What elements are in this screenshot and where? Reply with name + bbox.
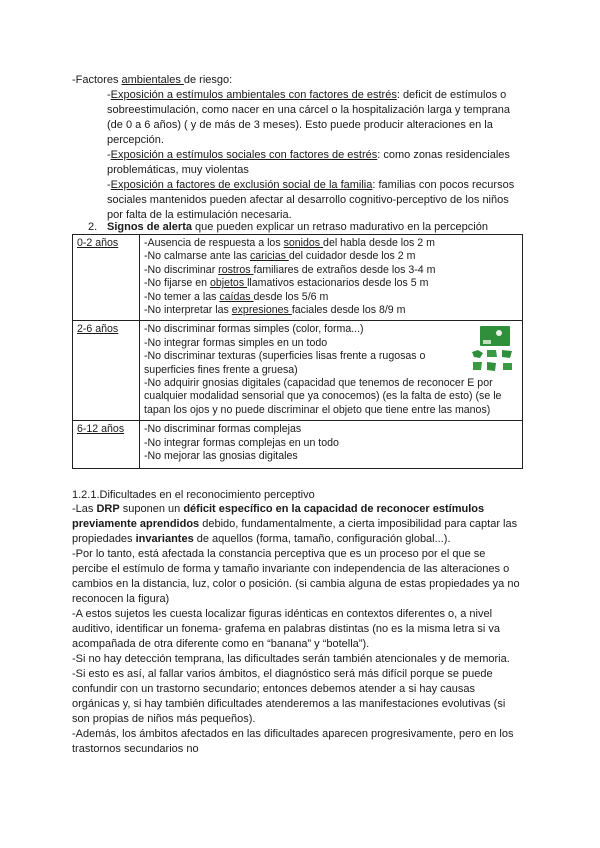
difficulties-line: acompañada de otra diferente como en “banana” y “botella”). <box>72 638 370 650</box>
thumb-shape <box>472 350 483 358</box>
sign-line: -Ausencia de respuesta a los sonidos del habla desde los 2 m <box>144 237 435 249</box>
thumb-shape <box>503 363 512 370</box>
difficulties-line: -Además, los ámbitos afectados en las dificultades aparecen progresivamente, pero en los <box>72 728 514 740</box>
difficulties-subheading: 1.2.1.Dificultades en el reconocimiento perceptivo <box>72 489 315 501</box>
sign-line: superficies fines frente a gruesa) <box>144 363 298 376</box>
signs-cell <box>140 421 523 469</box>
alert-heading <box>107 220 488 235</box>
thumb-dot <box>496 330 502 336</box>
risk-item-title: Exposición a estímulos ambientales con factores de estrés <box>110 89 397 101</box>
difficulties-line: -Si esto es así, al fallar varios ámbitos, el diagnóstico será más difícil porque se puede <box>72 668 493 680</box>
risk-item-title: Exposición a factores de exclusión social de la familia <box>110 179 373 191</box>
difficulties-p1-line-3: propiedades invariantes de aquellos (forma, tamaño, configuración global...). <box>72 533 451 545</box>
table-row <box>73 235 523 321</box>
risk-item-1-line-4: percepción. <box>107 134 164 146</box>
thumb-shape <box>487 350 497 357</box>
risk-item-3-line-3: por falta de la estimulación necesaria. <box>107 209 292 221</box>
sign-line: cualquier modalidad sensorial que ya conocemos) (es la falta de esto) (se le <box>144 390 502 403</box>
thumb-shape <box>473 362 482 370</box>
risk-item-3-line-2: sociales mantenidos pueden afectar al desarrollo cognitivo-perceptivo de los niños <box>107 194 509 206</box>
texture-shapes-icon <box>472 326 518 372</box>
sign-line: -No discriminar formas complejas <box>144 423 302 436</box>
sign-line: -No calmarse ante las caricias del cuidador desde los 2 m <box>144 250 416 263</box>
thumb-shape <box>502 350 512 358</box>
sign-line: -No interpretar las expresiones faciales desde los 8/9 m <box>144 304 406 317</box>
risk-item-3 <box>107 178 514 193</box>
difficulties-line: orgánicas y, si hay también dificultades atenderemos a las manifestaciones evolutivas (si <box>72 698 506 710</box>
alert-number: 2. <box>88 221 98 233</box>
difficulties-line: reconocen la figura) <box>72 593 170 605</box>
sign-line: -No discriminar rostros familiares de extraños desde los 3-4 m <box>144 263 436 276</box>
sign-line: -No integrar formas simples en un todo <box>144 336 328 349</box>
risk-item-text: : deficit de estímulos o <box>396 89 507 101</box>
risk-item-1 <box>107 88 506 103</box>
alert-signs-table <box>72 234 523 469</box>
difficulties-line: son propias de niños más pequeños). <box>72 713 256 725</box>
table-row <box>73 321 523 421</box>
thumb-shape <box>483 340 491 344</box>
alert-heading-bold: Signos de alerta <box>107 221 192 233</box>
difficulties-p1-line-1: -Las DRP suponen un déficit específico en la capacidad de reconocer estímulos <box>72 503 485 515</box>
signs-cell <box>140 235 523 321</box>
age-label: 6-12 años <box>77 423 125 436</box>
sign-line: -No fijarse en objetos llamativos estacionarios desde los 5 m <box>144 277 429 290</box>
sign-line: -No integrar formas complejas en un todo <box>144 436 339 449</box>
risk-item-text: : como zonas residenciales <box>377 149 510 161</box>
age-label: 0-2 años <box>77 237 119 249</box>
risk-item-prefix: - <box>107 149 111 161</box>
risk-item-prefix: - <box>107 179 111 191</box>
difficulties-line: trastornos secundarios no <box>72 743 199 755</box>
age-cell <box>73 321 140 421</box>
risk-item-2 <box>107 148 510 163</box>
difficulties-line: cambios en la distancia, luz, color o posición. (si cambia alguna de estas propiedades ya no <box>72 578 520 590</box>
thumb-shape <box>487 362 496 371</box>
sign-line: -No adquirir gnosias digitales (capacidad que tenemos de reconocer E por <box>144 377 493 390</box>
risk-item-prefix: - <box>107 89 111 101</box>
age-cell <box>73 421 140 469</box>
table-row <box>73 421 523 469</box>
risk-item-title: Exposición a estímulos sociales con factores de estrés <box>110 149 378 161</box>
age-cell <box>73 235 140 321</box>
alert-heading-rest: que pueden explicar un retraso madurativo en la percepción <box>191 221 488 233</box>
difficulties-line: auditivo, identificar un fonema- grafema en palabras distintas (no es la misma letra si va <box>72 623 500 635</box>
sign-line: -No mejorar las gnosias digitales <box>144 450 298 463</box>
age-label: 2-6 años <box>77 323 119 336</box>
sign-line: tapan los ojos y no puede discriminar el objeto que tiene entre las manos) <box>144 403 491 416</box>
difficulties-p1-line-2: previamente aprendidos debido, fundamentalmente, a cierta imposibilidad para captar las <box>72 518 518 530</box>
sign-line: -No discriminar formas simples (color, forma...) <box>144 323 364 336</box>
difficulties-line: confundir con un trastorno secundario; entonces debemos atender a si hay causas <box>72 683 475 695</box>
difficulties-line: -Si no hay detección temprana, las dificultades serán también atencionales y de memoria. <box>72 653 510 665</box>
difficulties-line: percibe el estímulo de forma y tamaño invariante con independencia de las alteraciones o <box>72 563 510 575</box>
sign-line: -No discriminar texturas (superficies lisas frente a rugosas o <box>144 350 426 363</box>
risk-item-1-line-2: sobreestimulación, como nacer en una cárcel o la hospitalización larga y temprana <box>107 104 510 116</box>
difficulties-line: -A estos sujetos les cuesta localizar figuras idénticas en contextos diferentes o, a nivel <box>72 608 493 620</box>
difficulties-line: -Por lo tanto, está afectada la constancia perceptiva que es un proceso por el que se <box>72 548 486 560</box>
sign-line: -No temer a las caídas desde los 5/6 m <box>144 290 329 303</box>
risk-heading-underlined: ambientales <box>121 74 184 86</box>
risk-heading <box>72 73 232 88</box>
risk-item-1-line-3: (de 0 a 6 años) ( y de más de 3 meses). Esto puede producir alteraciones en la <box>107 119 493 131</box>
risk-item-text: : familias con pocos recursos <box>372 179 515 191</box>
risk-item-2-line-2: problemáticas, muy violentas <box>107 164 249 176</box>
risk-heading-post: de riesgo: <box>183 74 233 86</box>
risk-heading-pre: -Factores <box>72 74 122 86</box>
signs-cell <box>140 321 523 421</box>
